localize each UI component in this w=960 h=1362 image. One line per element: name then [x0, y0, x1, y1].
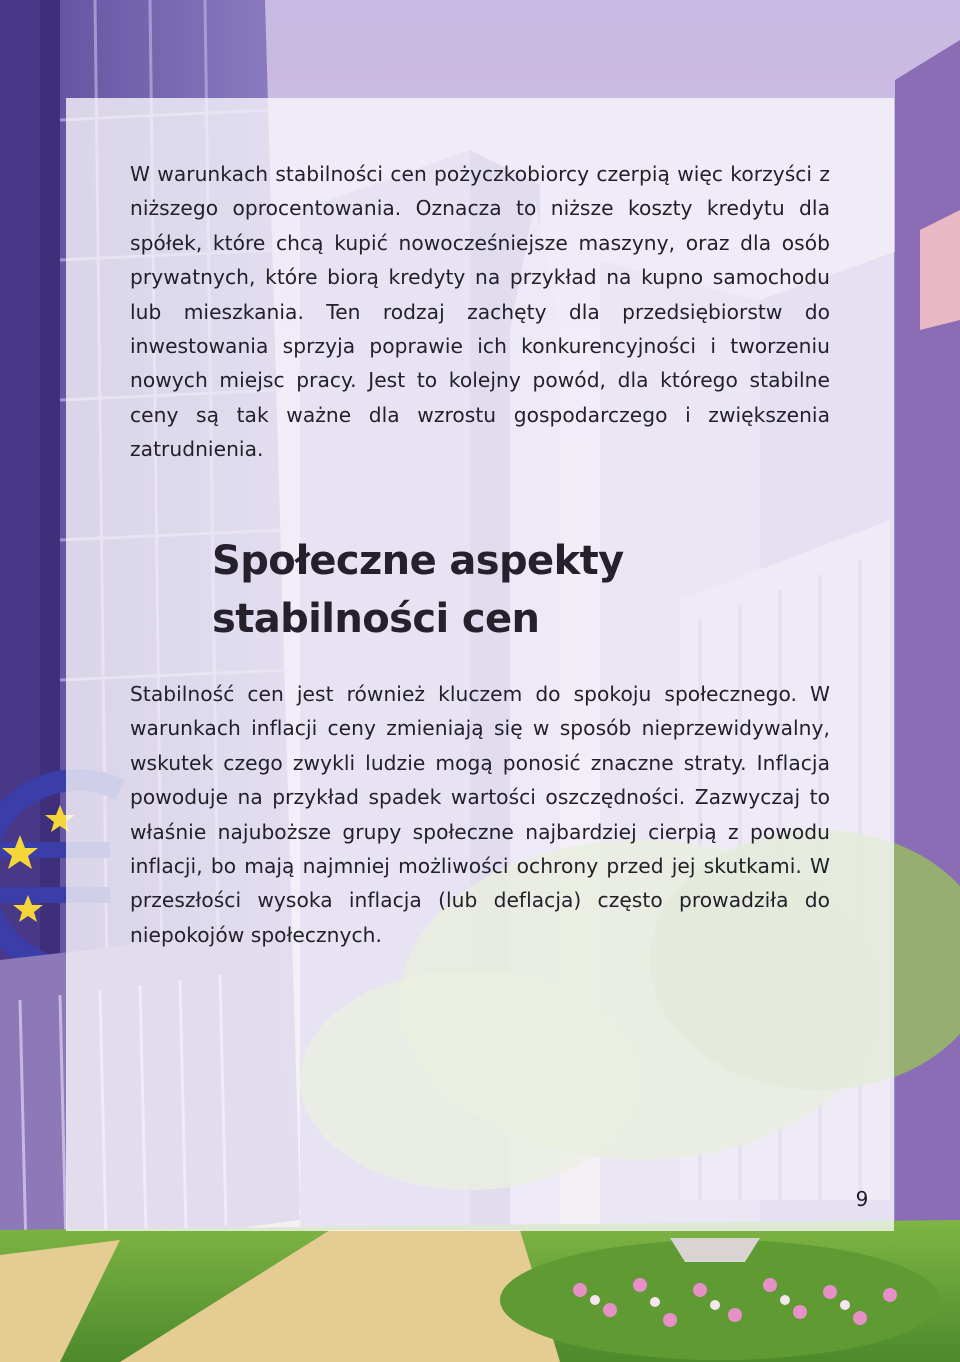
section-heading: Społeczne aspekty stabilności cen: [212, 538, 624, 642]
body-paragraph-social-aspects: Stabilność cen jest również kluczem do spokoju społecznego. W warunkach inflacji ceny zmieniają się w sposób nieprzewidywalny, wskutek czego zwykli ludzie mogą ponosić znaczne straty. Inflacja powoduje na przykład spadek wartości oszczędności. Zazwyczaj to właśnie najuboższe grupy społeczne najbardziej cierpią z powodu inflacji, bo mają najmniej możliwości ochrony przed jej skutkami. W przeszłości wysoka inflacja (lub deflacja) często prowadziła do niepokojów społecznych.: [130, 682, 830, 947]
page-number: 9: [855, 1187, 869, 1211]
body-paragraph-price-stability-borrowers: W warunkach stabilności cen pożyczkobiorcy czerpią więc korzyści z niższego oprocentowania. Oznacza to niższe koszty kredytu dla spółek, które chcą kupić nowocześniejsze maszyny, oraz dla osób prywatnych, które biorą kredyty na przykład na kupno samochodu lub mieszkania. Ten rodzaj zachęty dla przedsiębiorstw do inwestowania sprzyja poprawie ich konkurencyjności i tworzeniu nowych miejsc pracy. Jest to kolejny powód, dla którego stabilne ceny są tak ważne dla wzrostu gospodarczego i zwiększenia zatrudnienia.: [130, 162, 830, 462]
